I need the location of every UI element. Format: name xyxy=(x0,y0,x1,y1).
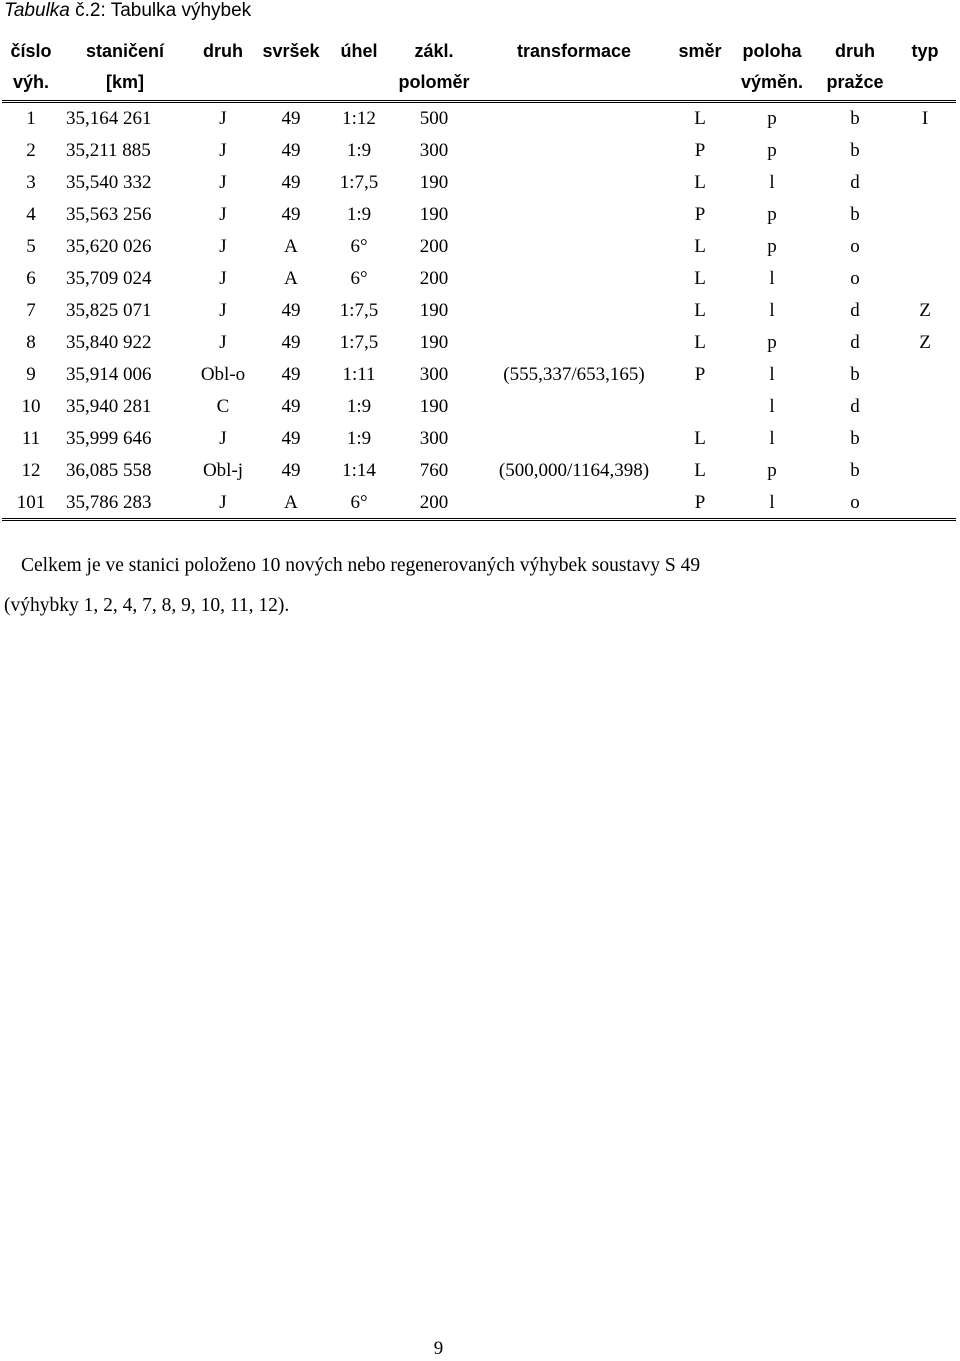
table-row xyxy=(2,199,956,231)
cell-polomer: 190 xyxy=(392,167,476,199)
cell-staniceni: 35,825 071 xyxy=(60,295,190,327)
header-typ: typ xyxy=(894,34,956,102)
cell-poloha: p xyxy=(728,231,816,263)
cell-typ xyxy=(894,423,956,455)
cell-druh: J xyxy=(190,327,256,359)
cell-polomer: 300 xyxy=(392,135,476,167)
cell-staniceni: 35,164 261 xyxy=(60,102,190,135)
cell-druh: C xyxy=(190,391,256,423)
cell-polomer: 300 xyxy=(392,423,476,455)
cell-svrsek: 49 xyxy=(256,102,326,135)
table-header-row xyxy=(2,34,956,102)
cell-poloha: l xyxy=(728,423,816,455)
cell-cislo: 1 xyxy=(2,102,60,135)
cell-poloha: l xyxy=(728,167,816,199)
cell-smer: L xyxy=(672,167,728,199)
cell-staniceni: 35,914 006 xyxy=(60,359,190,391)
cell-cislo: 5 xyxy=(2,231,60,263)
cell-polomer: 300 xyxy=(392,359,476,391)
cell-druh-prazce: d xyxy=(816,391,894,423)
cell-druh: Obl-j xyxy=(190,455,256,487)
cell-uhel: 6° xyxy=(326,263,392,295)
cell-transformace xyxy=(476,487,672,520)
summary-line-1: Celkem je ve stanici položeno 10 nových nebo regenerovaných výhybek soustavy S 49 xyxy=(21,555,701,576)
table-caption xyxy=(4,0,251,22)
cell-typ: Z xyxy=(894,295,956,327)
table-row xyxy=(2,167,956,199)
cell-smer: L xyxy=(672,423,728,455)
cell-druh: J xyxy=(190,295,256,327)
cell-svrsek: 49 xyxy=(256,423,326,455)
cell-poloha: p xyxy=(728,135,816,167)
cell-druh: Obl-o xyxy=(190,359,256,391)
cell-druh-prazce: b xyxy=(816,135,894,167)
header-polomer: zákl. poloměr xyxy=(392,34,476,102)
cell-cislo: 9 xyxy=(2,359,60,391)
cell-smer xyxy=(672,391,728,423)
cell-transformace xyxy=(476,167,672,199)
cell-cislo: 6 xyxy=(2,263,60,295)
cell-poloha: p xyxy=(728,102,816,135)
cell-druh: J xyxy=(190,487,256,520)
cell-staniceni: 35,709 024 xyxy=(60,263,190,295)
caption-title: č.2: Tabulka výhybek xyxy=(69,0,252,21)
cell-transformace xyxy=(476,327,672,359)
cell-druh: J xyxy=(190,135,256,167)
cell-smer: L xyxy=(672,102,728,135)
cell-transformace xyxy=(476,135,672,167)
cell-typ xyxy=(894,487,956,520)
cell-smer: P xyxy=(672,135,728,167)
cell-typ xyxy=(894,231,956,263)
cell-cislo: 101 xyxy=(2,487,60,520)
cell-cislo: 2 xyxy=(2,135,60,167)
table-row xyxy=(2,295,956,327)
header-druh-prazce: druh pražce xyxy=(816,34,894,102)
cell-polomer: 190 xyxy=(392,199,476,231)
header-svrsek: svršek xyxy=(256,34,326,102)
cell-poloha: l xyxy=(728,263,816,295)
cell-staniceni: 35,940 281 xyxy=(60,391,190,423)
cell-cislo: 3 xyxy=(2,167,60,199)
cell-svrsek: A xyxy=(256,487,326,520)
cell-druh-prazce: b xyxy=(816,359,894,391)
cell-staniceni: 36,085 558 xyxy=(60,455,190,487)
cell-poloha: l xyxy=(728,359,816,391)
cell-uhel: 6° xyxy=(326,487,392,520)
table-row xyxy=(2,487,956,520)
cell-staniceni: 35,786 283 xyxy=(60,487,190,520)
cell-druh: J xyxy=(190,423,256,455)
cell-smer: P xyxy=(672,487,728,520)
cell-uhel: 1:11 xyxy=(326,359,392,391)
cell-cislo: 7 xyxy=(2,295,60,327)
cell-uhel: 1:9 xyxy=(326,199,392,231)
cell-svrsek: 49 xyxy=(256,135,326,167)
cell-poloha: l xyxy=(728,487,816,520)
cell-cislo: 8 xyxy=(2,327,60,359)
cell-svrsek: 49 xyxy=(256,295,326,327)
table-row xyxy=(2,455,956,487)
table-row xyxy=(2,231,956,263)
cell-uhel: 1:7,5 xyxy=(326,295,392,327)
cell-poloha: p xyxy=(728,327,816,359)
cell-druh-prazce: b xyxy=(816,423,894,455)
cell-typ xyxy=(894,391,956,423)
cell-druh: J xyxy=(190,199,256,231)
cell-svrsek: 49 xyxy=(256,455,326,487)
cell-polomer: 190 xyxy=(392,295,476,327)
cell-svrsek: 49 xyxy=(256,327,326,359)
cell-druh: J xyxy=(190,231,256,263)
cell-transformace: (500,000/1164,398) xyxy=(476,455,672,487)
cell-uhel: 1:9 xyxy=(326,135,392,167)
header-druh: druh xyxy=(190,34,256,102)
cell-transformace xyxy=(476,263,672,295)
page-number: 9 xyxy=(433,1338,444,1359)
cell-typ xyxy=(894,135,956,167)
table-row xyxy=(2,327,956,359)
cell-cislo: 12 xyxy=(2,455,60,487)
cell-poloha: l xyxy=(728,295,816,327)
cell-poloha: l xyxy=(728,391,816,423)
cell-druh-prazce: b xyxy=(816,455,894,487)
cell-staniceni: 35,211 885 xyxy=(60,135,190,167)
cell-uhel: 1:14 xyxy=(326,455,392,487)
turnout-table xyxy=(2,34,956,521)
cell-smer: P xyxy=(672,199,728,231)
cell-druh-prazce: d xyxy=(816,167,894,199)
header-cislo: číslo výh. xyxy=(2,34,60,102)
cell-polomer: 200 xyxy=(392,263,476,295)
cell-svrsek: A xyxy=(256,263,326,295)
cell-uhel: 1:9 xyxy=(326,391,392,423)
cell-smer: P xyxy=(672,359,728,391)
cell-druh-prazce: d xyxy=(816,295,894,327)
cell-druh-prazce: o xyxy=(816,487,894,520)
table-row xyxy=(2,135,956,167)
cell-polomer: 200 xyxy=(392,487,476,520)
cell-staniceni: 35,540 332 xyxy=(60,167,190,199)
header-uhel: úhel xyxy=(326,34,392,102)
cell-cislo: 4 xyxy=(2,199,60,231)
summary-line-2: (výhybky 1, 2, 4, 7, 8, 9, 10, 11, 12). xyxy=(4,595,290,616)
cell-svrsek: 49 xyxy=(256,167,326,199)
cell-poloha: p xyxy=(728,455,816,487)
cell-transformace: (555,337/653,165) xyxy=(476,359,672,391)
cell-polomer: 760 xyxy=(392,455,476,487)
cell-typ xyxy=(894,167,956,199)
cell-smer: L xyxy=(672,455,728,487)
cell-uhel: 6° xyxy=(326,231,392,263)
cell-polomer: 200 xyxy=(392,231,476,263)
header-poloha: poloha výměn. xyxy=(728,34,816,102)
cell-staniceni: 35,563 256 xyxy=(60,199,190,231)
cell-uhel: 1:7,5 xyxy=(326,167,392,199)
header-transformace: transformace xyxy=(476,34,672,102)
cell-poloha: p xyxy=(728,199,816,231)
cell-svrsek: A xyxy=(256,231,326,263)
cell-druh-prazce: o xyxy=(816,263,894,295)
cell-typ: I xyxy=(894,102,956,135)
cell-cislo: 10 xyxy=(2,391,60,423)
cell-uhel: 1:7,5 xyxy=(326,327,392,359)
cell-transformace xyxy=(476,102,672,135)
cell-staniceni: 35,620 026 xyxy=(60,231,190,263)
table-row xyxy=(2,359,956,391)
cell-polomer: 190 xyxy=(392,391,476,423)
cell-uhel: 1:9 xyxy=(326,423,392,455)
caption-label: Tabulka xyxy=(4,0,70,21)
summary-paragraph xyxy=(4,546,944,626)
cell-druh: J xyxy=(190,167,256,199)
table-row xyxy=(2,391,956,423)
cell-transformace xyxy=(476,391,672,423)
cell-typ xyxy=(894,455,956,487)
table-row xyxy=(2,423,956,455)
cell-transformace xyxy=(476,423,672,455)
cell-typ: Z xyxy=(894,327,956,359)
cell-svrsek: 49 xyxy=(256,391,326,423)
cell-transformace xyxy=(476,231,672,263)
table-row xyxy=(2,102,956,135)
cell-druh: J xyxy=(190,102,256,135)
cell-transformace xyxy=(476,199,672,231)
cell-smer: L xyxy=(672,327,728,359)
table-row xyxy=(2,263,956,295)
cell-uhel: 1:12 xyxy=(326,102,392,135)
cell-druh-prazce: b xyxy=(816,102,894,135)
cell-smer: L xyxy=(672,295,728,327)
header-smer: směr xyxy=(672,34,728,102)
cell-druh-prazce: o xyxy=(816,231,894,263)
cell-typ xyxy=(894,359,956,391)
cell-staniceni: 35,999 646 xyxy=(60,423,190,455)
cell-transformace xyxy=(476,295,672,327)
cell-svrsek: 49 xyxy=(256,359,326,391)
cell-smer: L xyxy=(672,231,728,263)
cell-polomer: 500 xyxy=(392,102,476,135)
cell-smer: L xyxy=(672,263,728,295)
cell-cislo: 11 xyxy=(2,423,60,455)
cell-typ xyxy=(894,263,956,295)
cell-staniceni: 35,840 922 xyxy=(60,327,190,359)
cell-druh-prazce: b xyxy=(816,199,894,231)
cell-typ xyxy=(894,199,956,231)
cell-polomer: 190 xyxy=(392,327,476,359)
cell-druh-prazce: d xyxy=(816,327,894,359)
header-staniceni: staničení [km] xyxy=(60,34,190,102)
cell-druh: J xyxy=(190,263,256,295)
cell-svrsek: 49 xyxy=(256,199,326,231)
